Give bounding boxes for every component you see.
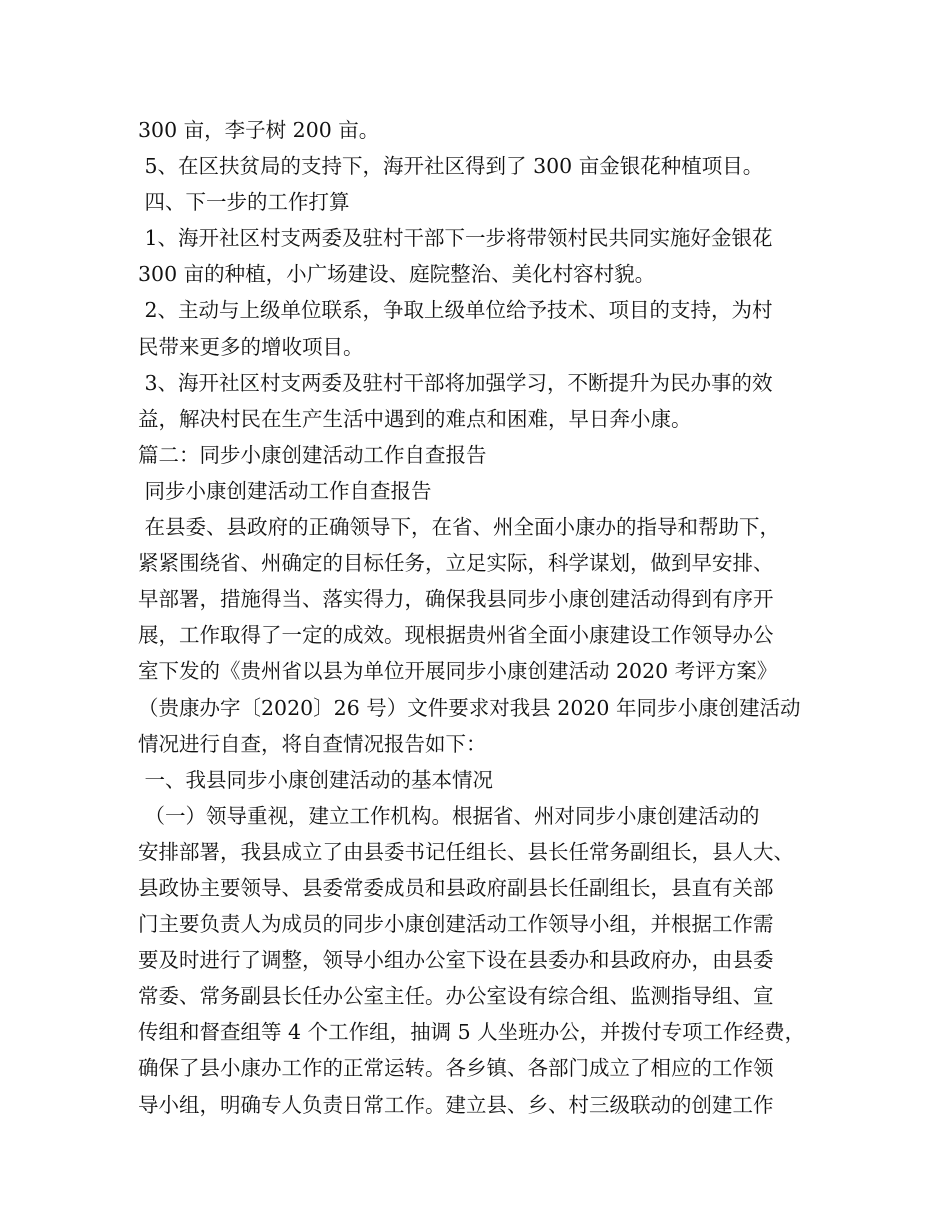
section-heading: 四、下一步的工作打算 [138,190,350,215]
text-line: （一）领导重视，建立工作机构。根据省、州对同步小康创建活动的 [138,803,760,828]
body-text [138,112,838,1123]
chapter-heading: 篇二：同步小康创建活动工作自查报告 [138,442,487,467]
text-line: 要及时进行了调整，领导小组办公室下设在县委办和县政府办，由县委 [138,948,774,973]
text-line: 情况进行自查，将自查情况报告如下： [138,731,487,756]
text-line: 确保了县小康办工作的正常运转。各乡镇、各部门成立了相应的工作领 [138,1056,774,1081]
text-line: 室下发的《贵州省以县为单位开展同步小康创建活动 2020 考评方案》 [138,659,778,684]
text-line: 2、主动与上级单位联系，争取上级单位给予技术、项目的支持，为村 [138,298,773,323]
section-heading: 一、我县同步小康创建活动的基本情况 [138,767,494,792]
text-line: 3、海开社区村支两委及驻村干部将加强学习，不断提升为民办事的效 [138,370,773,395]
report-title: 同步小康创建活动工作自查报告 [138,478,432,503]
text-line: 5、在区扶贫局的支持下，海开社区得到了 300 亩金银花种植项目。 [138,154,764,179]
text-line: 益，解决村民在生产生活中遇到的难点和困难，早日奔小康。 [138,406,692,431]
text-line: 300 亩，李子树 200 亩。 [138,118,380,142]
text-line: 县政协主要领导、县委常委成员和县政府副县长任副组长，县直有关部 [138,875,774,900]
text-line: 导小组，明确专人负责日常工作。建立县、乡、村三级联动的创建工作 [138,1092,774,1117]
text-line: 安排部署，我县成立了由县委书记任组长、县长任常务副组长，县人大、 [138,839,794,864]
text-line: 民带来更多的增收项目。 [138,334,364,359]
text-line: 展，工作取得了一定的成效。现根据贵州省全面小康建设工作领导办公 [138,623,774,648]
text-line: （贵康办字〔2020〕26 号）文件要求对我县 2020 年同步小康创建活动 [138,695,801,720]
text-line: 紧紧围绕省、州确定的目标任务，立足实际，科学谋划，做到早安排、 [138,551,774,576]
text-line: 在县委、县政府的正确领导下，在省、州全面小康办的指导和帮助下， [138,515,781,540]
text-line: 早部署，措施得当、落实得力，确保我县同步小康创建活动得到有序开 [138,587,774,612]
text-line: 300 亩的种植，小广场建设、庭院整治、美化村容村貌。 [138,262,656,287]
text-line: 1、海开社区村支两委及驻村干部下一步将带领村民共同实施好金银花 [138,226,773,251]
text-line: 常委、常务副县长任办公室主任。办公室设有综合组、监测指导组、宣 [138,984,774,1009]
text-line: 传组和督查组等 4 个工作组，抽调 5 人坐班办公，并拨付专项工作经费， [138,1020,806,1045]
text-line: 门主要负责人为成员的同步小康创建活动工作领导小组，并根据工作需 [138,912,774,937]
